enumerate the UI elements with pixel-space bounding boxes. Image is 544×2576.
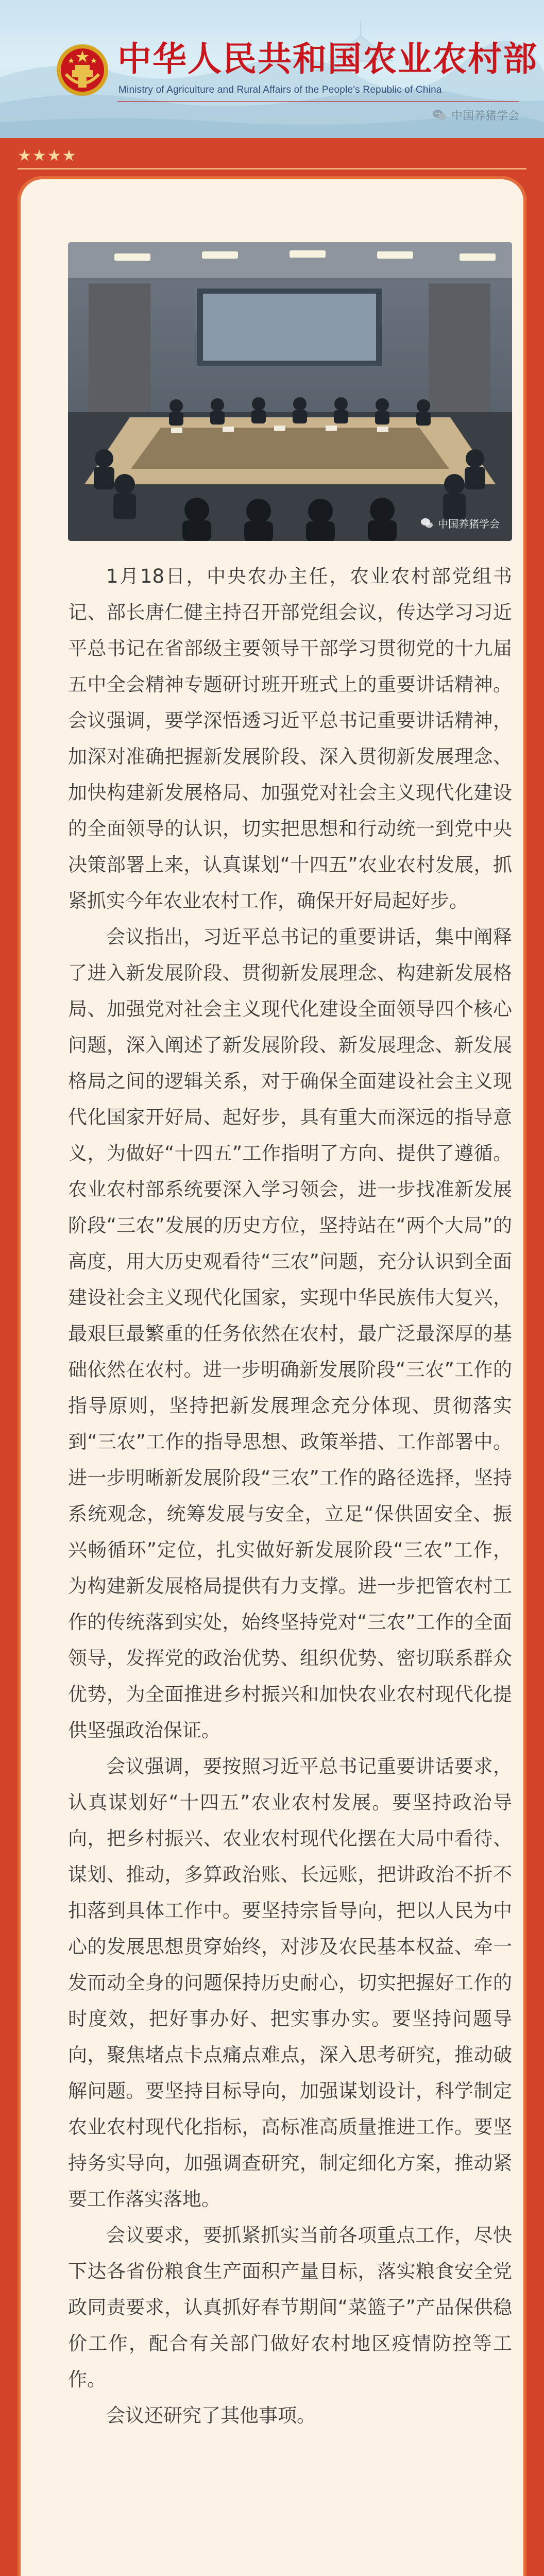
wechat-account-name: 中国养猪学会 [451, 110, 519, 123]
photo-watermark [420, 516, 500, 531]
article-body [68, 558, 512, 2434]
article-paragraph: 会议要求，要抓紧抓实当前各项重点工作，尽快下达各省份粮食生产面积产量目标，落实粮食安全党政同责要求，认真抓好春节期间“菜篮子”产品保供稳价工作，配合有关部门做好农村地区疫情防控等工作。 [68, 2224, 512, 2391]
article-paragraph: 1月18日，中央农办主任，农业农村部党组书记、部长唐仁健主持召开部党组会议，传达学习习近平总书记在省部级主要领导干部学习贯彻党的十九届五中全会精神专题研讨班开班式上的重要讲话精神。会议强调，要学深悟透习近平总书记重要讲话精神，加深对准确把握新发展阶段、深入贯彻新发展理念、加快构建新发展格局、加强党对社会主义现代化建设的全面领导的认识，切实把思想和行动统一到党中央决策部署上来，认真谋划“十四五”农业农村发展，抓紧抓实今年农业农村工作，确保开好局起好步。 [68, 565, 512, 912]
header-divider [117, 101, 519, 102]
site-header [0, 0, 544, 138]
decorative-stars: ★★★★ [18, 147, 77, 165]
meeting-room-illustration [68, 242, 512, 541]
article-paragraph: 会议指出，习近平总书记的重要讲话，集中阐释了进入新发展阶段、贯彻新发展理念、构建新发展格局、加强党对社会主义现代化建设全面领导四个核心问题，深入阐述了新发展阶段、新发展理念、新发展格局之间的逻辑关系，对于确保全面建设社会主义现代化国家开好局、起好步，具有重大而深远的指导意义，为做好“十四五”工作指明了方向、提供了遵循。农业农村部系统要深入学习领会，进一步找准新发展阶段“三农”发展的历史方位，坚持站在“两个大局”的高度，用大历史观看待“三农”问题，充分认识到全面建设社会主义现代化国家，实现中华民族伟大复兴，最艰巨最繁重的任务依然在农村，最广泛最深厚的基础依然在农村。进一步明确新发展阶段“三农”工作的指导原则，坚持把新发展理念充分体现、贯彻落实到“三农”工作的指导思想、政策举措、工作部署中。进一步明晰新发展阶段“三农”工作的路径选择，坚持系统观念，统筹发展与安全，立足“保供固安全、振兴畅循环”定位，扎实做好新发展阶段“三农”工作，为构建新发展格局提供有力支撑。进一步把管农村工作的传统落到实处，始终坚持党对“三农”工作的全面领导，发挥党的政治优势、组织优势、密切联系群众优势，为全面推进乡村振兴和加快农业农村现代化提供坚强政治保证。 [68, 926, 512, 1741]
article-paragraph: 会议强调，要按照习近平总书记重要讲话要求，认真谋划好“十四五”农业农村发展。要坚持政治导向，把乡村振兴、农业农村现代化摆在大局中看待、谋划、推动，多算政治账、长远账，把讲政治不折不扣落到具体工作中。要坚持宗旨导向，把以人民为中心的发展思想贯穿始终，对涉及农民基本权益、牵一发而动全身的问题保持历史耐心，切实把握好工作的时度效，把好事办好、把实事办实。要坚持问题导向，聚焦堵点卡点痛点难点，深入思考研究，推动破解问题。要坚持目标导向，加强谋划设计，科学制定农业农村现代化指标，高标准高质量推进工作。要坚持务实导向，加强调查研究，制定细化方案，推动紧要工作落实落地。 [68, 1755, 512, 2210]
article-card [18, 176, 526, 2576]
site-subtitle: Ministry of Agriculture and Rural Affairs of the People's Republic of China [118, 84, 442, 95]
meeting-photo [68, 242, 512, 541]
wechat-icon [432, 108, 447, 123]
wechat-account-watermark [432, 107, 519, 123]
national-emblem-icon [56, 43, 109, 97]
site-title: 中华人民共和国农业农村部 [117, 39, 538, 79]
wechat-icon [420, 517, 434, 530]
photo-watermark-text: 中国养猪学会 [438, 518, 500, 530]
article-paragraph: 会议还研究了其他事项。 [106, 2404, 316, 2427]
decorative-divider [18, 168, 526, 170]
